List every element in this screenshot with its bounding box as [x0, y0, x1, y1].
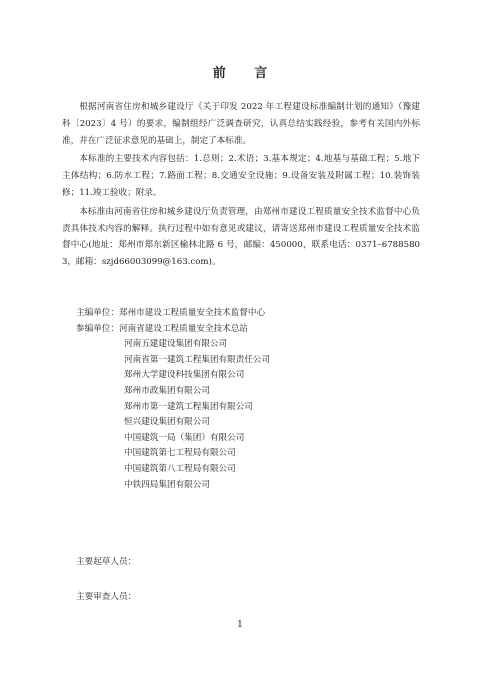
participant-name: 恒兴建设集团有限公司	[124, 417, 210, 428]
participant-name: 河南省第一建筑工程集团有限责任公司	[124, 354, 271, 365]
page-title: 前 言	[212, 66, 280, 81]
participant-name: 中国建筑第七工程局有限公司	[124, 448, 236, 459]
editor-unit-line	[76, 306, 416, 322]
paragraph-management: 本标准由河南省住房和城乡建设厅负责管理，由郑州市建设工程质量安全技术监督中心负责具体技术内容的解释。执行过程中如有意见或建议，请寄送郑州市建设工程质量安全技术监督中心(地址：郑州市郑东新区榆林北路 6 号，邮编：450000，联系电话：0371–67885803，邮箱：szjd66003099@163.com)。	[62, 206, 420, 268]
participant-name: 河南五建建设集团有限公司	[124, 339, 228, 350]
participant-name: 郑州大学建设科技集团有限公司	[124, 370, 245, 381]
reviewers-label: 主要审查人员：	[76, 592, 137, 602]
paragraph-basis: 根据河南省住房和城乡建设厅《关于印发 2022 年工程建设标准编制计划的通知》（豫建科〔2023〕4 号）的要求，编制组经广泛调查研究，认真总结实践经验，参考有关国内外标准，并在广泛征求意见的基础上，制定了本标准。	[62, 102, 420, 146]
participant-name: 中国建筑一局（集团）有限公司	[124, 432, 245, 443]
editor-label: 主编单位：	[76, 308, 119, 318]
editor-name: 郑州市建设工程质量安全技术监督中心	[118, 308, 266, 318]
participant-name: 中国建筑第八工程局有限公司	[124, 463, 236, 474]
units-list	[76, 306, 416, 493]
drafters-label: 主要起草人员：	[76, 557, 137, 567]
paragraph-contents: 本标准的主要技术内容包括：1.总则；2.术语；3.基本规定；4.地基与基础工程；5.地下主体结构；6.防水工程；7.路面工程；8.交通安全设施；9.设备安装及附属工程；10.装饰装修；11.竣工验收；附录。	[62, 154, 420, 198]
participant-unit-line	[76, 322, 416, 338]
page-number: 1	[237, 620, 243, 630]
participants-label: 参编单位：	[76, 323, 119, 334]
foreword-body	[62, 99, 420, 273]
participant-name: 中铁四局集团有限公司	[124, 479, 210, 490]
participant-name: 郑州市政集团有限公司	[124, 385, 210, 396]
participant-name: 郑州市第一建筑工程集团有限公司	[124, 401, 253, 412]
participant-name: 河南省建设工程质量安全技术总站	[118, 323, 248, 334]
